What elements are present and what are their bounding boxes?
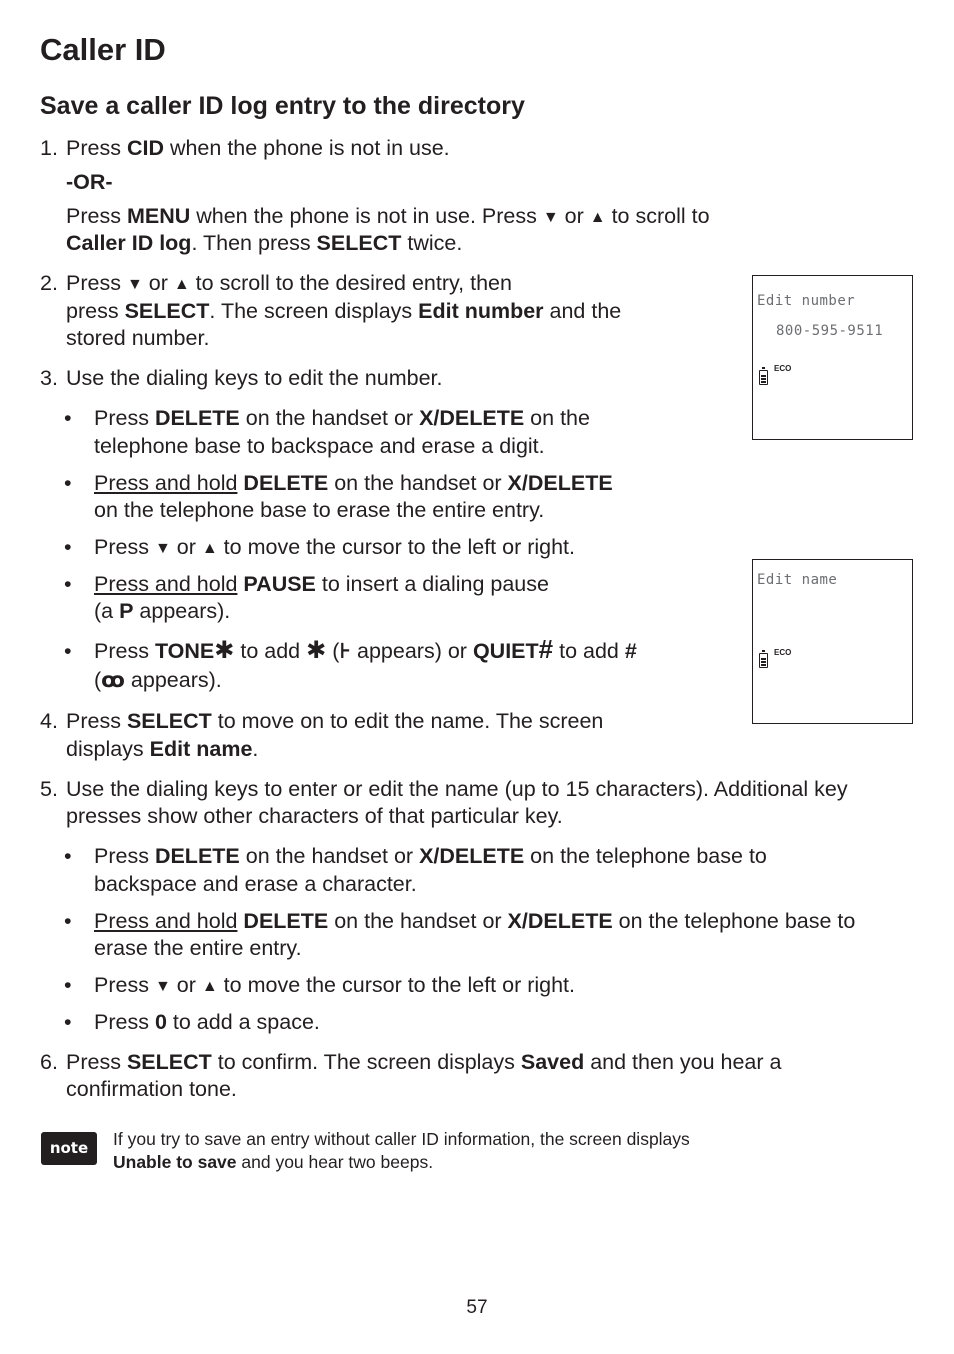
screen-title: Edit number bbox=[757, 293, 856, 309]
screen-title: Edit name bbox=[757, 572, 838, 588]
battery-icon bbox=[759, 370, 768, 385]
bullet: • bbox=[64, 535, 72, 559]
pound-key-icon: # bbox=[538, 634, 554, 664]
screen-number: 800-595-9511 bbox=[776, 323, 884, 339]
bullet-text: telephone base to backspace and erase a digit. bbox=[94, 434, 545, 458]
step-number: 6. bbox=[40, 1050, 58, 1074]
step-text: Press CID when the phone is not in use. bbox=[66, 136, 450, 160]
step-text: displays Edit name. bbox=[66, 737, 259, 761]
battery-icon bbox=[759, 653, 768, 668]
bullet-text: Press ▼ or ▲ to move the cursor to the left or right. bbox=[94, 535, 576, 559]
down-arrow-icon: ▼ bbox=[154, 540, 171, 557]
step-text: press SELECT. The screen displays Edit number and the bbox=[66, 299, 622, 323]
note-text bbox=[113, 1151, 433, 1174]
bullet: • bbox=[64, 1010, 72, 1034]
up-arrow-icon: ▲ bbox=[201, 978, 218, 995]
step-number: 2. bbox=[40, 271, 58, 295]
step-number: 4. bbox=[40, 709, 58, 733]
bullet-text: Press TONE✱ to add ✱ (⊦ appears) or QUIET# to add # bbox=[94, 634, 637, 664]
page-title: Caller ID bbox=[40, 32, 166, 67]
step-text: Use the dialing keys to edit the number. bbox=[66, 366, 443, 390]
eco-indicator: ECO bbox=[774, 364, 792, 373]
star-key-icon: ✱ bbox=[214, 637, 235, 664]
note-emphasis: Unable to save bbox=[113, 1152, 237, 1172]
bullet-text: Press DELETE on the handset or X/DELETE on the bbox=[94, 406, 590, 430]
bullet: • bbox=[64, 973, 72, 997]
page-number: 57 bbox=[466, 1297, 488, 1318]
bullet-text: backspace and erase a character. bbox=[94, 872, 417, 896]
down-arrow-icon: ▼ bbox=[126, 276, 143, 293]
up-arrow-icon: ▲ bbox=[589, 209, 606, 226]
section-heading: Save a caller ID log entry to the directory bbox=[40, 92, 525, 120]
bullet-text: Press DELETE on the handset or X/DELETE on the telephone base to bbox=[94, 844, 767, 868]
bullet-text: on the telephone base to erase the entire entry. bbox=[94, 498, 545, 522]
handset-screen-edit-number bbox=[752, 275, 913, 440]
tone-mode-icon: ⊦ bbox=[339, 639, 352, 663]
note-rest: and you hear two beeps. bbox=[236, 1152, 434, 1172]
bullet: • bbox=[64, 471, 72, 495]
bullet: • bbox=[64, 844, 72, 868]
step-text: Press SELECT to confirm. The screen displays Saved and then you hear a bbox=[66, 1050, 782, 1074]
step-number: 1. bbox=[40, 136, 58, 160]
step-text: Press SELECT to move on to edit the name. The screen bbox=[66, 709, 604, 733]
bullet-text: (ꝏ appears). bbox=[94, 668, 222, 692]
quiet-mode-icon: ꝏ bbox=[101, 668, 125, 692]
step-text: stored number. bbox=[66, 326, 210, 350]
down-arrow-icon: ▼ bbox=[542, 209, 559, 226]
up-arrow-icon: ▲ bbox=[201, 540, 218, 557]
bullet-text: Press and hold DELETE on the handset or X/DELETE on the telephone base to bbox=[94, 909, 856, 933]
down-arrow-icon: ▼ bbox=[154, 978, 171, 995]
step-text: Press MENU when the phone is not in use. Press ▼ or ▲ to scroll to bbox=[66, 204, 710, 228]
step-text: Caller ID log. Then press SELECT twice. bbox=[66, 231, 463, 255]
step-text: Use the dialing keys to enter or edit the name (up to 15 characters). Additional key bbox=[66, 777, 848, 801]
step-number: 5. bbox=[40, 777, 58, 801]
note-badge: note bbox=[41, 1132, 97, 1165]
bullet-text: Press 0 to add a space. bbox=[94, 1010, 320, 1034]
bullet: • bbox=[64, 406, 72, 430]
step-text: presses show other characters of that particular key. bbox=[66, 804, 563, 828]
bullet: • bbox=[64, 572, 72, 596]
step-text: Press ▼ or ▲ to scroll to the desired entry, then bbox=[66, 271, 512, 295]
step-number: 3. bbox=[40, 366, 58, 390]
bullet-text: Press and hold PAUSE to insert a dialing pause bbox=[94, 572, 549, 596]
bullet-text: erase the entire entry. bbox=[94, 936, 302, 960]
eco-indicator: ECO bbox=[774, 648, 792, 657]
bullet: • bbox=[64, 909, 72, 933]
note-text: If you try to save an entry without caller ID information, the screen displays bbox=[113, 1129, 690, 1149]
bullet-text: Press and hold DELETE on the handset or X/DELETE bbox=[94, 471, 613, 495]
bullet-text: (a P appears). bbox=[94, 599, 231, 623]
up-arrow-icon: ▲ bbox=[173, 276, 190, 293]
star-key-icon: ✱ bbox=[306, 637, 327, 664]
step-text: confirmation tone. bbox=[66, 1077, 237, 1101]
bullet-text: Press ▼ or ▲ to move the cursor to the left or right. bbox=[94, 973, 576, 997]
handset-screen-edit-name bbox=[752, 559, 913, 724]
bullet: • bbox=[64, 639, 72, 663]
or-label: -OR- bbox=[66, 170, 113, 194]
